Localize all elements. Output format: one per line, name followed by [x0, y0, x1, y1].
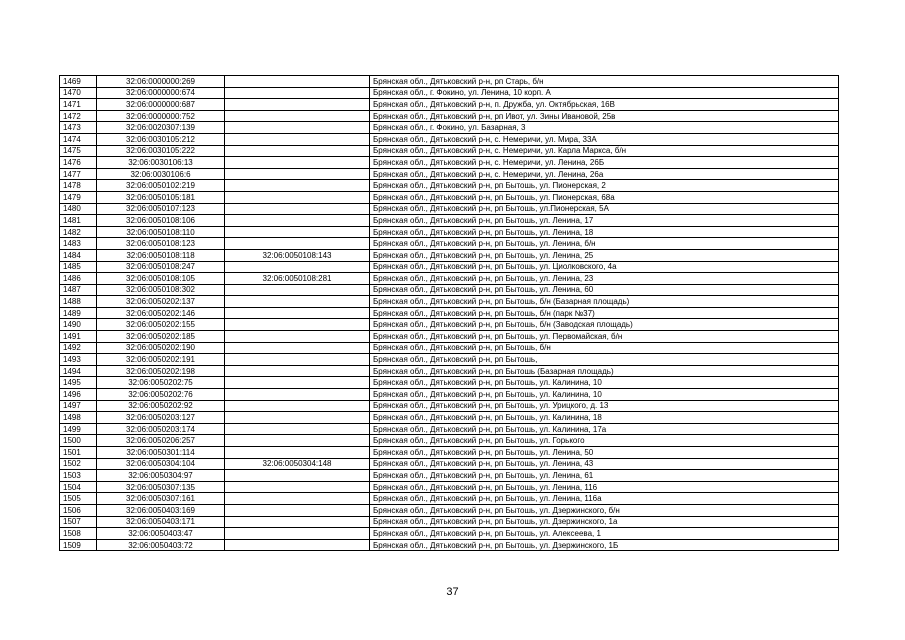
secondary-cadastral-number-cell: 32:06:0050108:281 [225, 273, 370, 285]
table-row [60, 284, 839, 296]
cadastral-number-cell: 32:06:0030105:222 [97, 145, 225, 157]
address-cell: Брянская обл., Дятьковский р-н, рп Бытошь, [370, 354, 839, 366]
address-cell: Брянская обл., Дятьковский р-н, рп Бытошь, ул. Ленина, 18 [370, 226, 839, 238]
row-number-cell: 1493 [60, 354, 97, 366]
table-row [60, 516, 839, 528]
secondary-cadastral-number-cell [225, 319, 370, 331]
cadastral-number-cell: 32:06:0050304:97 [97, 470, 225, 482]
row-number-cell: 1490 [60, 319, 97, 331]
secondary-cadastral-number-cell [225, 215, 370, 227]
secondary-cadastral-number-cell [225, 528, 370, 540]
table-row [60, 76, 839, 88]
table-row [60, 261, 839, 273]
row-number-cell: 1487 [60, 284, 97, 296]
table-row [60, 296, 839, 308]
secondary-cadastral-number-cell [225, 157, 370, 169]
cadastral-number-cell: 32:06:0050102:219 [97, 180, 225, 192]
address-cell: Брянская обл., Дятьковский р-н, рп Бытошь, ул. Циолковского, 4а [370, 261, 839, 273]
address-cell: Брянская обл., Дятьковский р-н, рп Бытошь, б/н (Базарная площадь) [370, 296, 839, 308]
cadastral-number-cell: 32:06:0050403:171 [97, 516, 225, 528]
cadastral-number-cell: 32:06:0050202:190 [97, 342, 225, 354]
cadastral-number-cell: 32:06:0030105:212 [97, 133, 225, 145]
secondary-cadastral-number-cell [225, 365, 370, 377]
cadastral-number-cell: 32:06:0050107:123 [97, 203, 225, 215]
table-row [60, 504, 839, 516]
table-row [60, 238, 839, 250]
secondary-cadastral-number-cell [225, 284, 370, 296]
address-cell: Брянская обл., г. Фокино, ул. Базарная, 3 [370, 122, 839, 134]
address-cell: Брянская обл., Дятьковский р-н, рп Бытошь, б/н [370, 342, 839, 354]
table-row [60, 412, 839, 424]
table-row [60, 307, 839, 319]
row-number-cell: 1492 [60, 342, 97, 354]
table-row [60, 365, 839, 377]
table-row [60, 342, 839, 354]
page-number: 37 [446, 586, 459, 598]
table-row [60, 528, 839, 540]
address-cell: Брянская обл., г. Фокино, ул. Ленина, 10 корп. А [370, 87, 839, 99]
address-cell: Брянская обл., Дятьковский р-н, рп Бытошь, ул. Ленина, 23 [370, 273, 839, 285]
address-cell: Брянская обл., Дятьковский р-н, рп Бытошь, ул. Калинина, 18 [370, 412, 839, 424]
address-cell: Брянская обл., Дятьковский р-н, п. Дружба, ул. Октябрьская, 16В [370, 99, 839, 111]
table-row [60, 110, 839, 122]
secondary-cadastral-number-cell [225, 99, 370, 111]
address-cell: Брянская обл., Дятьковский р-н, рп Бытошь, ул. Ленина, 43 [370, 458, 839, 470]
cadastral-number-cell: 32:06:0020307:139 [97, 122, 225, 134]
table-row [60, 458, 839, 470]
secondary-cadastral-number-cell [225, 110, 370, 122]
row-number-cell: 1497 [60, 400, 97, 412]
row-number-cell: 1488 [60, 296, 97, 308]
cadastral-number-cell: 32:06:0000000:752 [97, 110, 225, 122]
row-number-cell: 1491 [60, 331, 97, 343]
row-number-cell: 1481 [60, 215, 97, 227]
row-number-cell: 1474 [60, 133, 97, 145]
table-row [60, 273, 839, 285]
table-row [60, 539, 839, 551]
address-cell: Брянская обл., Дятьковский р-н, рп Бытошь (Базарная площадь) [370, 365, 839, 377]
table-row [60, 377, 839, 389]
address-cell: Брянская обл., Дятьковский р-н, рп Бытошь, ул. Горького [370, 435, 839, 447]
cadastral-number-cell: 32:06:0050202:76 [97, 389, 225, 401]
cadastral-number-cell: 32:06:0050105:181 [97, 191, 225, 203]
secondary-cadastral-number-cell [225, 389, 370, 401]
table-row [60, 354, 839, 366]
address-cell: Брянская обл., Дятьковский р-н, рп Бытошь, ул. Ленина, 17 [370, 215, 839, 227]
table-row [60, 87, 839, 99]
secondary-cadastral-number-cell [225, 423, 370, 435]
cadastral-number-cell: 32:06:0050304:104 [97, 458, 225, 470]
secondary-cadastral-number-cell [225, 493, 370, 505]
row-number-cell: 1498 [60, 412, 97, 424]
row-number-cell: 1470 [60, 87, 97, 99]
row-number-cell: 1506 [60, 504, 97, 516]
address-cell: Брянская обл., Дятьковский р-н, рп Бытошь, б/н (парк №37) [370, 307, 839, 319]
row-number-cell: 1503 [60, 470, 97, 482]
row-number-cell: 1508 [60, 528, 97, 540]
row-number-cell: 1478 [60, 180, 97, 192]
secondary-cadastral-number-cell [225, 296, 370, 308]
cadastral-number-cell: 32:06:0000000:269 [97, 76, 225, 88]
address-cell: Брянская обл., Дятьковский р-н, рп Бытошь, ул. Калинина, 10 [370, 389, 839, 401]
table-row [60, 168, 839, 180]
cadastral-number-cell: 32:06:0050307:135 [97, 481, 225, 493]
secondary-cadastral-number-cell [225, 261, 370, 273]
address-cell: Брянская обл., Дятьковский р-н, рп Бытошь, ул. Дзержинского, б/н [370, 504, 839, 516]
secondary-cadastral-number-cell [225, 539, 370, 551]
table-row [60, 122, 839, 134]
cadastral-number-cell: 32:06:0050108:110 [97, 226, 225, 238]
cadastral-number-cell: 32:06:0050203:127 [97, 412, 225, 424]
address-cell: Брянская обл., Дятьковский р-н, рп Бытошь, ул. Алексеева, 1 [370, 528, 839, 540]
cadastral-number-cell: 32:06:0000000:674 [97, 87, 225, 99]
address-cell: Брянская обл., Дятьковский р-н, рп Бытошь, ул. Пионерская, 68а [370, 191, 839, 203]
row-number-cell: 1479 [60, 191, 97, 203]
table-row [60, 191, 839, 203]
secondary-cadastral-number-cell: 32:06:0050108:143 [225, 249, 370, 261]
cadastral-number-cell: 32:06:0050202:137 [97, 296, 225, 308]
secondary-cadastral-number-cell [225, 377, 370, 389]
row-number-cell: 1489 [60, 307, 97, 319]
table-row [60, 249, 839, 261]
address-cell: Брянская обл., Дятьковский р-н, рп Бытошь, ул. Ленина, 60 [370, 284, 839, 296]
table-row [60, 203, 839, 215]
table-row [60, 215, 839, 227]
address-cell: Брянская обл., Дятьковский р-н, рп Бытошь, ул. Ленина, 116 [370, 481, 839, 493]
cadastral-number-cell: 32:06:0050108:302 [97, 284, 225, 296]
table-row [60, 493, 839, 505]
cadastral-number-cell: 32:06:0050206:257 [97, 435, 225, 447]
table-row [60, 157, 839, 169]
cadastral-number-cell: 32:06:0030106:13 [97, 157, 225, 169]
address-cell: Брянская обл., Дятьковский р-н, рп Старь, б/н [370, 76, 839, 88]
row-number-cell: 1485 [60, 261, 97, 273]
cadastral-number-cell: 32:06:0050403:72 [97, 539, 225, 551]
secondary-cadastral-number-cell [225, 307, 370, 319]
row-number-cell: 1484 [60, 249, 97, 261]
table-row [60, 180, 839, 192]
table-row [60, 99, 839, 111]
address-cell: Брянская обл., Дятьковский р-н, рп Бытошь, ул. Калинина, 17а [370, 423, 839, 435]
table-row [60, 470, 839, 482]
row-number-cell: 1505 [60, 493, 97, 505]
registry-table-body [60, 76, 839, 551]
row-number-cell: 1495 [60, 377, 97, 389]
address-cell: Брянская обл., Дятьковский р-н, рп Бытошь, ул. Пионерская, 2 [370, 180, 839, 192]
address-cell: Брянская обл., Дятьковский р-н, с. Немеричи, ул. Мира, 33А [370, 133, 839, 145]
cadastral-number-cell: 32:06:0050108:106 [97, 215, 225, 227]
secondary-cadastral-number-cell [225, 168, 370, 180]
address-cell: Брянская обл., Дятьковский р-н, с. Немеричи, ул. Ленина, 26Б [370, 157, 839, 169]
address-cell: Брянская обл., Дятьковский р-н, рп Бытошь, ул. Ленина, 116а [370, 493, 839, 505]
cadastral-number-cell: 32:06:0050403:169 [97, 504, 225, 516]
secondary-cadastral-number-cell [225, 203, 370, 215]
secondary-cadastral-number-cell [225, 400, 370, 412]
cadastral-number-cell: 32:06:0050202:155 [97, 319, 225, 331]
row-number-cell: 1483 [60, 238, 97, 250]
secondary-cadastral-number-cell [225, 145, 370, 157]
secondary-cadastral-number-cell [225, 331, 370, 343]
address-cell: Брянская обл., Дятьковский р-н, рп Бытошь, ул. Калинина, 10 [370, 377, 839, 389]
address-cell: Брянская обл., Дятьковский р-н, рп Бытошь, ул. Ленина, 61 [370, 470, 839, 482]
address-cell: Брянская обл., Дятьковский р-н, рп Бытошь, б/н (Заводская площадь) [370, 319, 839, 331]
cadastral-number-cell: 32:06:0000000:687 [97, 99, 225, 111]
secondary-cadastral-number-cell [225, 122, 370, 134]
row-number-cell: 1496 [60, 389, 97, 401]
address-cell: Брянская обл., Дятьковский р-н, рп Ивот, ул. Зины Ивановой, 25в [370, 110, 839, 122]
row-number-cell: 1473 [60, 122, 97, 134]
cadastral-number-cell: 32:06:0030106:6 [97, 168, 225, 180]
cadastral-number-cell: 32:06:0050202:191 [97, 354, 225, 366]
cadastral-number-cell: 32:06:0050307:161 [97, 493, 225, 505]
row-number-cell: 1475 [60, 145, 97, 157]
table-row [60, 226, 839, 238]
address-cell: Брянская обл., Дятьковский р-н, рп Бытошь, ул. Дзержинского, 1Б [370, 539, 839, 551]
row-number-cell: 1482 [60, 226, 97, 238]
cadastral-number-cell: 32:06:0050202:198 [97, 365, 225, 377]
secondary-cadastral-number-cell [225, 481, 370, 493]
secondary-cadastral-number-cell [225, 238, 370, 250]
row-number-cell: 1486 [60, 273, 97, 285]
cadastral-number-cell: 32:06:0050301:114 [97, 447, 225, 459]
row-number-cell: 1502 [60, 458, 97, 470]
cadastral-number-cell: 32:06:0050203:174 [97, 423, 225, 435]
row-number-cell: 1480 [60, 203, 97, 215]
cadastral-number-cell: 32:06:0050108:123 [97, 238, 225, 250]
row-number-cell: 1500 [60, 435, 97, 447]
table-row [60, 331, 839, 343]
table-row [60, 133, 839, 145]
address-cell: Брянская обл., Дятьковский р-н, рп Бытошь, ул.Пионерская, 5А [370, 203, 839, 215]
secondary-cadastral-number-cell [225, 76, 370, 88]
address-cell: Брянская обл., Дятьковский р-н, рп Бытошь, ул. Первомайская, б/н [370, 331, 839, 343]
row-number-cell: 1494 [60, 365, 97, 377]
secondary-cadastral-number-cell [225, 447, 370, 459]
secondary-cadastral-number-cell [225, 180, 370, 192]
cadastral-number-cell: 32:06:0050108:118 [97, 249, 225, 261]
address-cell: Брянская обл., Дятьковский р-н, рп Бытошь, ул. Ленина, 25 [370, 249, 839, 261]
address-cell: Брянская обл., Дятьковский р-н, с. Немеричи, ул. Карла Маркса, б/н [370, 145, 839, 157]
secondary-cadastral-number-cell [225, 191, 370, 203]
secondary-cadastral-number-cell [225, 87, 370, 99]
cadastral-number-cell: 32:06:0050202:92 [97, 400, 225, 412]
row-number-cell: 1476 [60, 157, 97, 169]
cadastral-number-cell: 32:06:0050108:105 [97, 273, 225, 285]
secondary-cadastral-number-cell [225, 504, 370, 516]
address-cell: Брянская обл., Дятьковский р-н, рп Бытошь, ул. Ленина, б/н [370, 238, 839, 250]
cadastral-number-cell: 32:06:0050108:247 [97, 261, 225, 273]
secondary-cadastral-number-cell [225, 354, 370, 366]
table-row [60, 389, 839, 401]
table-row [60, 447, 839, 459]
cadastral-number-cell: 32:06:0050403:47 [97, 528, 225, 540]
row-number-cell: 1501 [60, 447, 97, 459]
secondary-cadastral-number-cell [225, 412, 370, 424]
row-number-cell: 1499 [60, 423, 97, 435]
cadastral-number-cell: 32:06:0050202:146 [97, 307, 225, 319]
secondary-cadastral-number-cell [225, 516, 370, 528]
table-row [60, 319, 839, 331]
secondary-cadastral-number-cell [225, 133, 370, 145]
address-cell: Брянская обл., Дятьковский р-н, рп Бытошь, ул. Ленина, 50 [370, 447, 839, 459]
row-number-cell: 1471 [60, 99, 97, 111]
table-row [60, 435, 839, 447]
table-row [60, 145, 839, 157]
row-number-cell: 1472 [60, 110, 97, 122]
table-row [60, 423, 839, 435]
secondary-cadastral-number-cell [225, 435, 370, 447]
address-cell: Брянская обл., Дятьковский р-н, рп Бытошь, ул. Дзержинского, 1а [370, 516, 839, 528]
row-number-cell: 1509 [60, 539, 97, 551]
row-number-cell: 1469 [60, 76, 97, 88]
property-registry-table [59, 75, 839, 551]
secondary-cadastral-number-cell [225, 226, 370, 238]
cadastral-number-cell: 32:06:0050202:185 [97, 331, 225, 343]
row-number-cell: 1507 [60, 516, 97, 528]
row-number-cell: 1477 [60, 168, 97, 180]
secondary-cadastral-number-cell [225, 470, 370, 482]
secondary-cadastral-number-cell [225, 342, 370, 354]
address-cell: Брянская обл., Дятьковский р-н, рп Бытошь, ул. Урицкого, д. 13 [370, 400, 839, 412]
table-row [60, 481, 839, 493]
row-number-cell: 1504 [60, 481, 97, 493]
cadastral-number-cell: 32:06:0050202:75 [97, 377, 225, 389]
secondary-cadastral-number-cell: 32:06:0050304:148 [225, 458, 370, 470]
table-row [60, 400, 839, 412]
address-cell: Брянская обл., Дятьковский р-н, с. Немеричи, ул. Ленина, 26а [370, 168, 839, 180]
